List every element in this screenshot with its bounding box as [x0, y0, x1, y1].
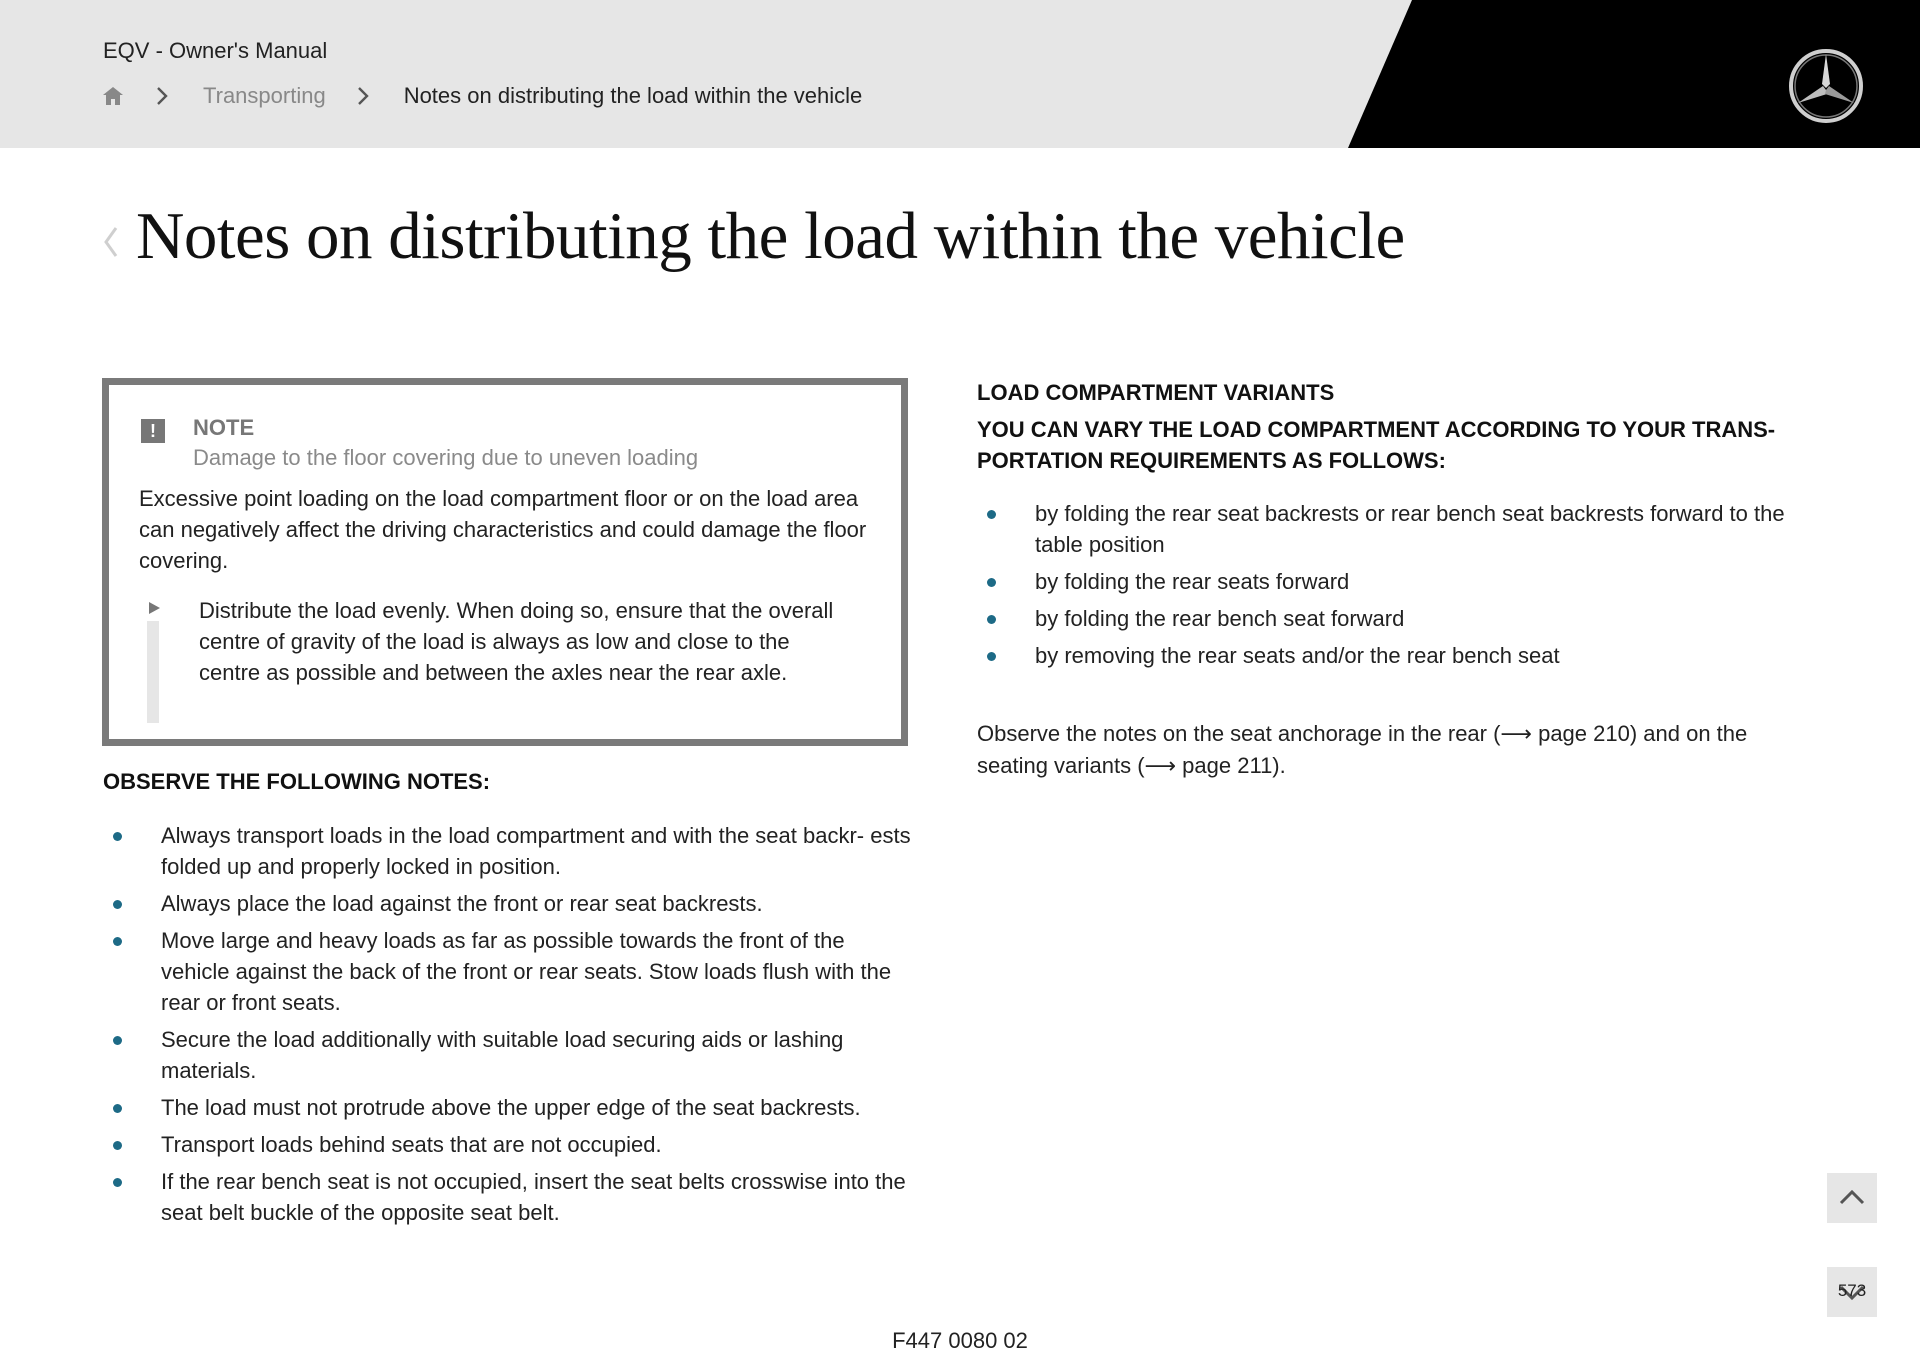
- observe-heading: OBSERVE THE FOLLOWING NOTES:: [103, 769, 491, 794]
- list-item: [103, 888, 913, 919]
- list-item: [103, 820, 913, 882]
- chevron-up-icon: [1827, 1173, 1877, 1223]
- page-header: [0, 0, 1920, 148]
- list-item-text: If the rear bench seat is not occupied, insert the seat belts crosswise into the seat belt buckle of the opposite seat belt.: [161, 1169, 906, 1225]
- list-item: [103, 925, 913, 1018]
- observe-list: [103, 820, 913, 1234]
- exclamation-icon: !: [141, 419, 165, 443]
- play-arrow-icon: [147, 601, 161, 615]
- list-item-text: Move large and heavy loads as far as possible towards the front of the vehicle against the back of the front or rear seats. Stow loads flush with the rear or front seats.: [161, 928, 892, 1015]
- note-label: NOTE: [193, 415, 255, 440]
- chevron-right-icon: [352, 85, 374, 107]
- bullet-dot: [113, 937, 122, 946]
- scroll-down-button[interactable]: [1827, 1267, 1877, 1317]
- note-subtitle: Damage to the floor covering due to uneven loading: [193, 445, 699, 470]
- breadcrumb-current: Notes on distributing the load within the vehicle: [403, 83, 863, 108]
- variants-subheading: YOU CAN VARY THE LOAD COMPARTMENT ACCORDING TO YOUR TRANS- PORTATION REQUIREMENTS AS FOLLOWS:: [977, 417, 1776, 473]
- bullet-dot: [113, 900, 122, 909]
- list-item: [977, 603, 1787, 634]
- bullet-dot: [987, 615, 996, 624]
- note-action-bar: [147, 621, 159, 723]
- bullet-dot: [113, 832, 122, 841]
- list-item: [977, 566, 1787, 597]
- list-item: [103, 1166, 913, 1228]
- list-item-text: The load must not protrude above the upper edge of the seat backrests.: [161, 1095, 861, 1120]
- bullet-dot: [113, 1036, 122, 1045]
- list-item: [103, 1024, 913, 1086]
- variants-heading: LOAD COMPARTMENT VARIANTS: [977, 380, 1335, 405]
- variants-list: [977, 498, 1787, 677]
- bullet-dot: [987, 510, 996, 519]
- list-item-text: by folding the rear bench seat forward: [1035, 606, 1405, 631]
- list-item-text: by folding the rear seats forward: [1035, 569, 1350, 594]
- list-item: [103, 1129, 913, 1160]
- list-item: [103, 1092, 913, 1123]
- list-item-text: by folding the rear seat backrests or rear bench seat backrests forward to the table position: [1035, 501, 1785, 557]
- bullet-dot: [987, 652, 996, 661]
- bullet-dot: [113, 1141, 122, 1150]
- breadcrumb: [101, 80, 862, 112]
- list-item: [977, 640, 1787, 671]
- list-item-text: by removing the rear seats and/or the rear bench seat: [1035, 643, 1560, 668]
- breadcrumb-link-transporting[interactable]: Transporting: [203, 83, 326, 108]
- app-title: EQV - Owner's Manual: [103, 38, 328, 63]
- back-chevron-icon[interactable]: [100, 222, 122, 262]
- seat-anchorage-note: Observe the notes on the seat anchorage in the rear (⟶ page 210) and on the seating variants (⟶ page 211).: [977, 721, 1748, 778]
- chevron-right-icon: [151, 85, 173, 107]
- home-icon[interactable]: [101, 84, 125, 108]
- scroll-up-button[interactable]: [1827, 1173, 1877, 1223]
- page-number: 573: [1837, 1281, 1867, 1300]
- list-item-text: Secure the load additionally with suitable load securing aids or lashing materials.: [161, 1027, 844, 1083]
- bullet-dot: [113, 1104, 122, 1113]
- document-code: F447 0080 02: [892, 1328, 1028, 1353]
- page-title: Notes on distributing the load within the vehicle: [136, 199, 1405, 273]
- list-item: [977, 498, 1787, 560]
- bullet-dot: [987, 578, 996, 587]
- note-body: Excessive point loading on the load compartment floor or on the load area can negatively affect the driving characteristics and could damage the floor covering.: [139, 486, 867, 573]
- bullet-dot: [113, 1178, 122, 1187]
- list-item-text: Transport loads behind seats that are not occupied.: [161, 1132, 662, 1157]
- note-box: [102, 378, 908, 746]
- note-action-text: Distribute the load evenly. When doing so, ensure that the overall centre of gravity of the load is always as low and close to the centre as possible and between the axles near the rear axle.: [199, 598, 834, 685]
- list-item-text: Always place the load against the front or rear seat backrests.: [161, 891, 763, 916]
- list-item-text: Always transport loads in the load compartment and with the seat backr- ests folded up and properly locked in position.: [161, 823, 911, 879]
- mercedes-star-logo: [1786, 46, 1866, 126]
